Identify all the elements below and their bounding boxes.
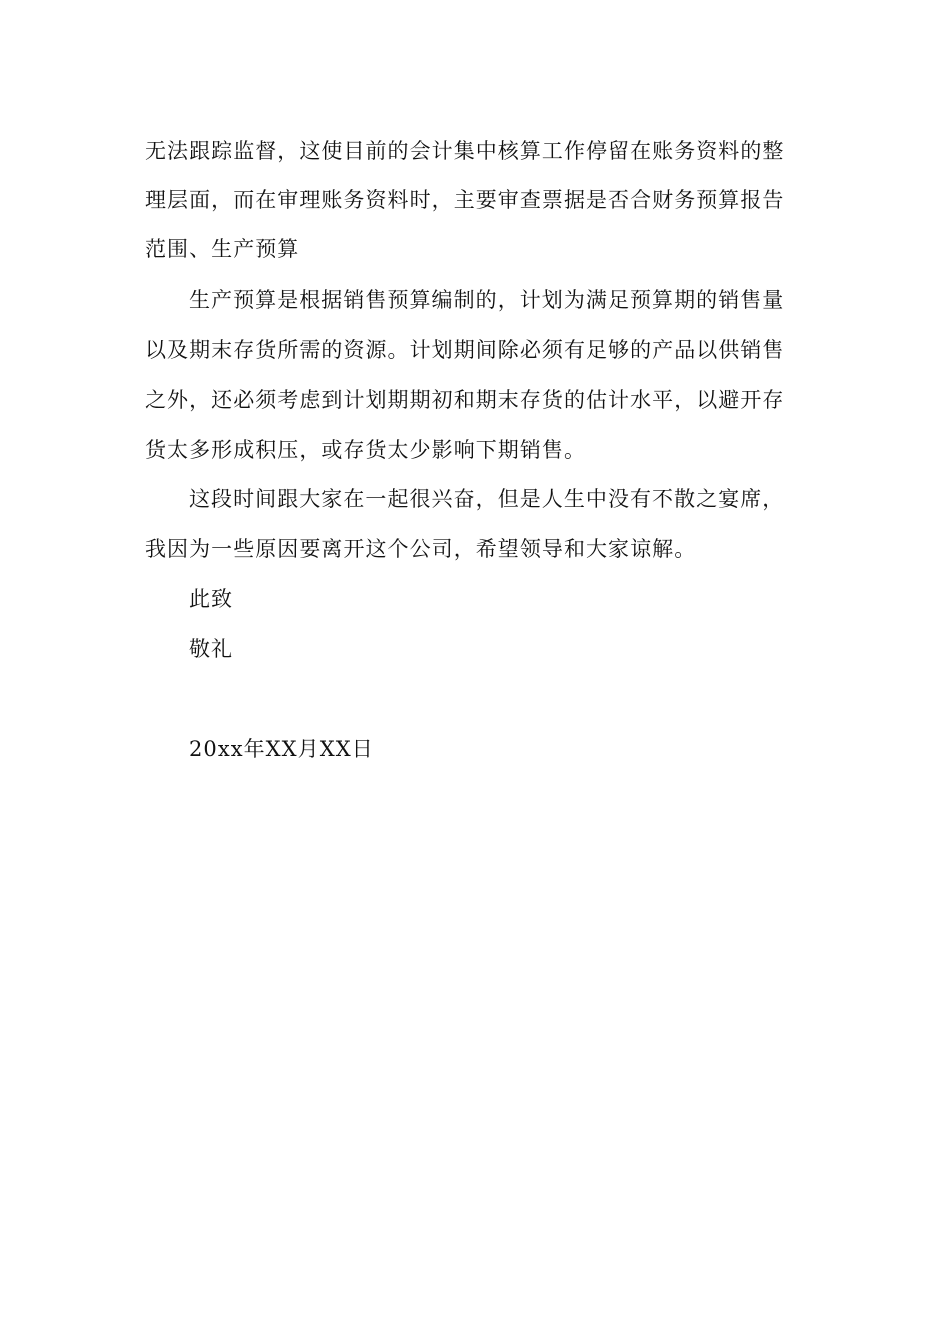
paragraph-line: 理层面，而在审理账务资料时，主要审查票据是否合财务预算报告 bbox=[145, 188, 785, 212]
paragraph-line: 货太多形成积压，或存货太少影响下期销售。 bbox=[145, 438, 586, 462]
paragraph-line: 之外，还必须考虑到计划期期初和期末存货的估计水平，以避开存 bbox=[145, 388, 785, 412]
paragraph-line: 生产预算是根据销售预算编制的，计划为满足预算期的销售量 bbox=[189, 288, 785, 312]
document-date: 20xx年XX月XX日 bbox=[189, 737, 374, 761]
paragraph-line: 这段时间跟大家在一起很兴奋，但是人生中没有不散之宴席， bbox=[189, 487, 785, 511]
paragraph-line: 我因为一些原因要离开这个公司，希望领导和大家谅解。 bbox=[145, 537, 697, 561]
closing-salutation: 此致 bbox=[189, 587, 234, 611]
paragraph-line: 无法跟踪监督，这使目前的会计集中核算工作停留在账务资料的整 bbox=[145, 139, 785, 163]
closing-regards: 敬礼 bbox=[189, 637, 234, 661]
paragraph-line: 以及期末存货所需的资源。计划期间除必须有足够的产品以供销售 bbox=[145, 338, 785, 362]
paragraph-line: 范围、生产预算 bbox=[145, 237, 300, 261]
